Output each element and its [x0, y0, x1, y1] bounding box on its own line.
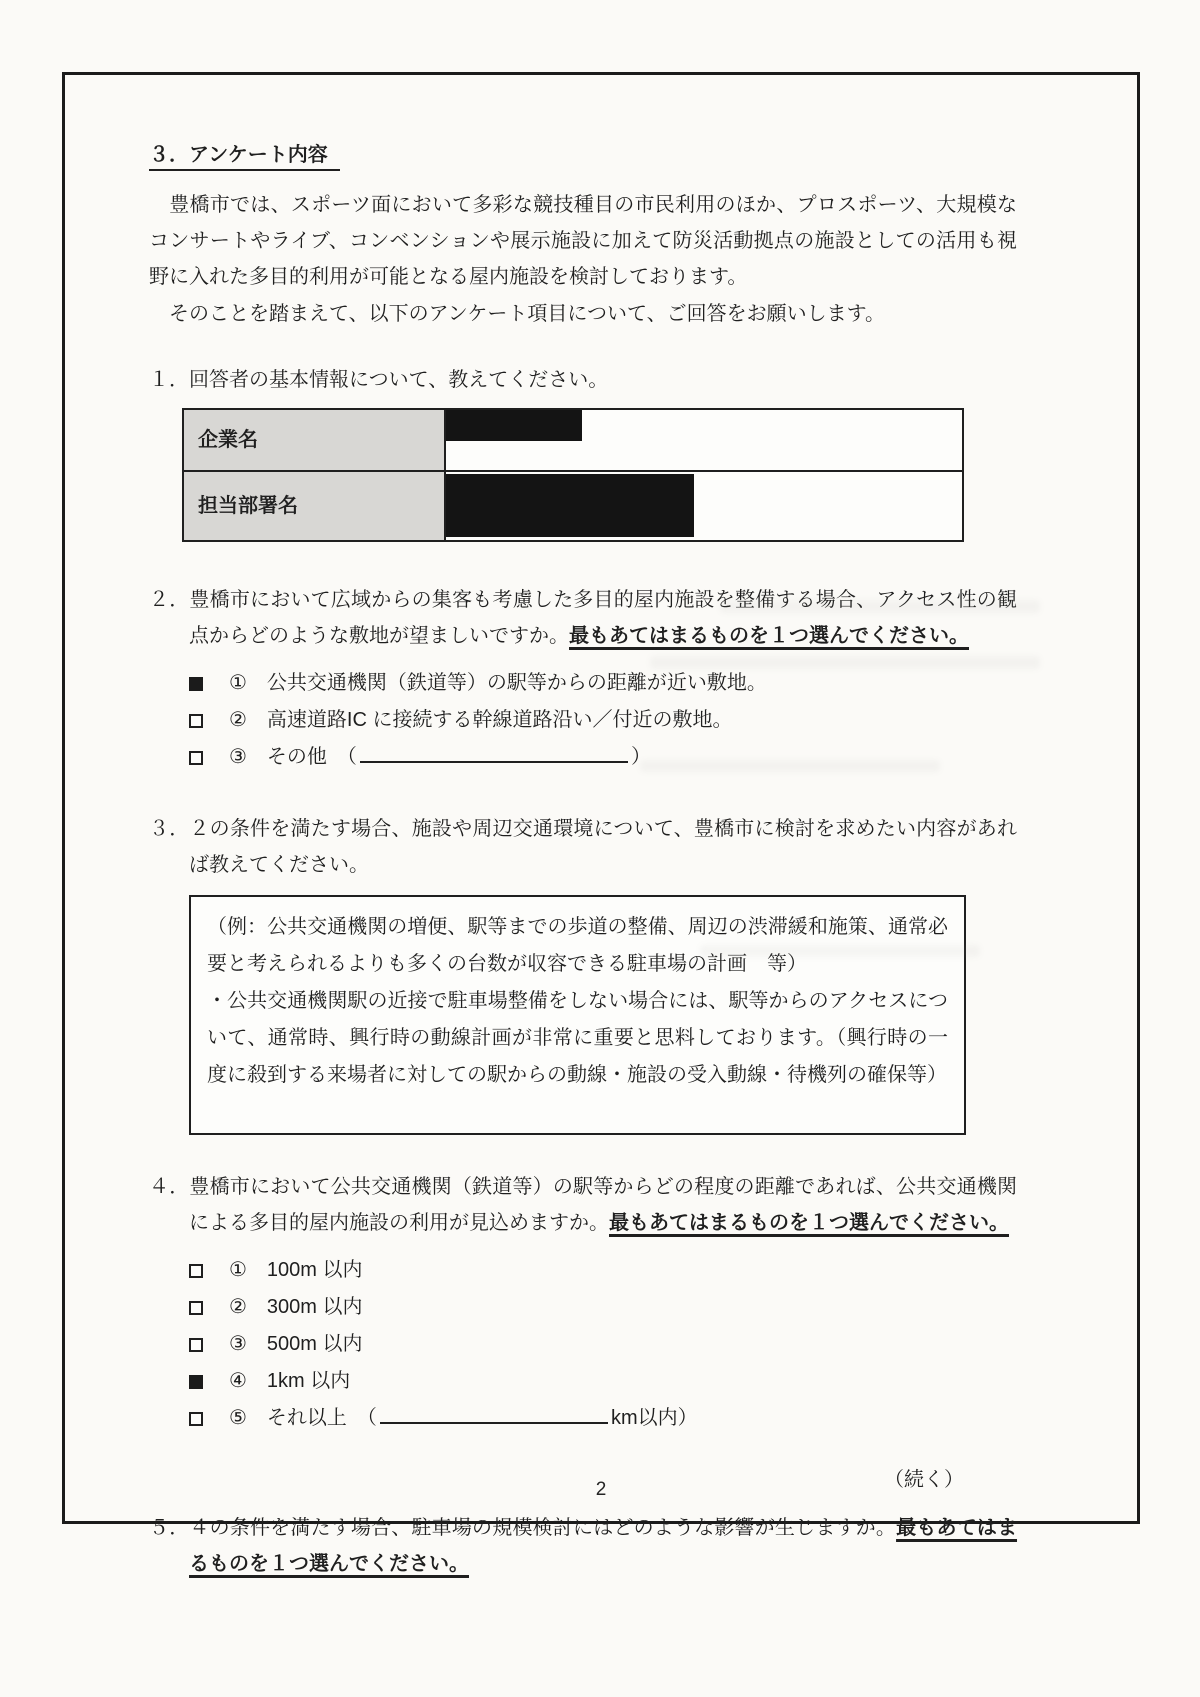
option-other-suffix: ） — [630, 746, 651, 768]
option-more-prefix: ⑤ それ以上 （ — [229, 1407, 377, 1429]
question-3-text: ２の条件を満たす場合、施設や周辺交通環境について、豊橋市に検討を求めたい内容があれば教えてください。 — [189, 818, 1017, 876]
question-3 — [149, 811, 1017, 1135]
option-row — [189, 1253, 1017, 1288]
company-name-value-field[interactable] — [445, 409, 963, 471]
intro-paragraph-2: そのことを踏まえて、以下のアンケート項目について、ご回答をお願いします。 — [149, 303, 885, 325]
continuation-note: （続く） — [884, 1469, 964, 1491]
page-content — [65, 75, 1137, 1582]
section-title-text: ３．アンケート内容 — [149, 144, 340, 171]
question-1-title: １．回答者の基本情報について、教えてください。 — [149, 369, 609, 391]
option-other-prefix: ③ その他 （ — [229, 746, 357, 768]
option-row — [189, 1401, 1017, 1436]
option-label: ④ 1km 以内 — [229, 1370, 351, 1392]
company-name-label: 企業名 — [183, 409, 445, 471]
option-label: ③ 500m 以内 — [229, 1333, 363, 1355]
checkbox-unchecked[interactable] — [189, 714, 203, 728]
page-number: 2 — [595, 1479, 607, 1500]
question-2-instruction: 最もあてはまるものを１つ選んでください。 — [569, 625, 969, 647]
page-border — [62, 72, 1140, 1575]
answer-box-example-text: （例：公共交通機関の増便、駅等までの歩道の整備、周辺の渋滞緩和施策、通常必要と考えられるよりも多くの台数が収容できる駐車場の計画 等） — [207, 916, 948, 975]
option-row — [189, 740, 1017, 775]
option-row — [189, 666, 1017, 701]
checkbox-unchecked[interactable] — [189, 1412, 203, 1426]
checkbox-unchecked[interactable] — [189, 1264, 203, 1278]
question-4-text: 豊橋市において公共交通機関（鉄道等）の駅等からどの程度の距離であれば、公共交通機関による多目的屋内施設の利用が見込めますか。 — [189, 1176, 1018, 1234]
table-row-department — [183, 471, 963, 541]
question-4-options — [189, 1253, 1017, 1436]
option-row — [189, 1290, 1017, 1325]
question-4-instruction: 最もあてはまるものを１つ選んでください。 — [609, 1212, 1009, 1234]
option-label: ① 公共交通機関（鉄道等）の駅等からの距離が近い敷地。 — [229, 672, 767, 694]
question-5-number: ５． — [149, 1517, 190, 1539]
question-2-options — [189, 666, 1017, 775]
option-more-suffix: km以内） — [610, 1407, 698, 1429]
option-row — [189, 703, 1017, 738]
section-title — [149, 137, 1017, 173]
respondent-info-table — [182, 408, 964, 542]
free-answer-box[interactable] — [189, 895, 966, 1135]
question-2-title — [149, 582, 1017, 654]
option-label — [229, 740, 651, 775]
question-2 — [149, 582, 1017, 775]
question-2-text: 豊橋市において広域からの集客も考慮した多目的屋内施設を整備する場合、アクセス性の観点からどのような敷地が望ましいですか。 — [189, 589, 1018, 647]
option-label: ① 100m 以内 — [229, 1259, 363, 1281]
question-4-number: ４． — [149, 1176, 190, 1198]
intro-paragraph-1: 豊橋市では、スポーツ面において多彩な競技種目の市民利用のほか、プロスポーツ、大規模なコンサートやライブ、コンベンションや展示施設に加えて防災活動拠点の施設としての活用も視野に入れた多目的利用が可能となる屋内施設を検討しております。 — [149, 194, 1017, 288]
department-name-label: 担当部署名 — [183, 471, 445, 541]
fill-in-blank[interactable] — [380, 1404, 608, 1424]
fill-in-blank[interactable] — [360, 743, 628, 763]
table-row-company — [183, 409, 963, 471]
checkbox-checked[interactable] — [189, 1375, 203, 1389]
option-row — [189, 1364, 1017, 1399]
checkbox-unchecked[interactable] — [189, 1301, 203, 1315]
option-row — [189, 1327, 1017, 1362]
question-2-number: ２． — [149, 589, 190, 611]
question-4-title — [149, 1169, 1017, 1241]
checkbox-unchecked[interactable] — [189, 751, 203, 765]
question-5-text: ４の条件を満たす場合、駐車場の規模検討にはどのような影響が生じますか。 — [189, 1517, 897, 1539]
question-4 — [149, 1169, 1017, 1436]
checkbox-checked[interactable] — [189, 677, 203, 691]
option-label: ② 300m 以内 — [229, 1296, 363, 1318]
option-label: ② 高速道路IC に接続する幹線道路沿い／付近の敷地。 — [229, 709, 733, 731]
checkbox-unchecked[interactable] — [189, 1338, 203, 1352]
question-1 — [149, 362, 1017, 542]
question-3-title — [149, 811, 1017, 883]
question-5-title — [149, 1510, 1017, 1582]
redaction-bar — [446, 474, 694, 537]
question-5-instruction: 最もあてはまるものを１つ選んでください。 — [189, 1517, 1018, 1575]
answer-box-note-text: ・公共交通機関駅の近接で駐車場整備をしない場合には、駅等からのアクセスについて、通常時、興行時の動線計画が非常に重要と思料しております。（興行時の一度に殺到する来場者に対しての駅からの動線・施設の受入動線・待機列の確保等） — [207, 990, 948, 1086]
redaction-bar — [446, 410, 582, 441]
department-name-value-field[interactable] — [445, 471, 963, 541]
question-3-number: ３． — [149, 818, 190, 840]
option-label — [229, 1401, 698, 1436]
question-5 — [149, 1510, 1017, 1582]
